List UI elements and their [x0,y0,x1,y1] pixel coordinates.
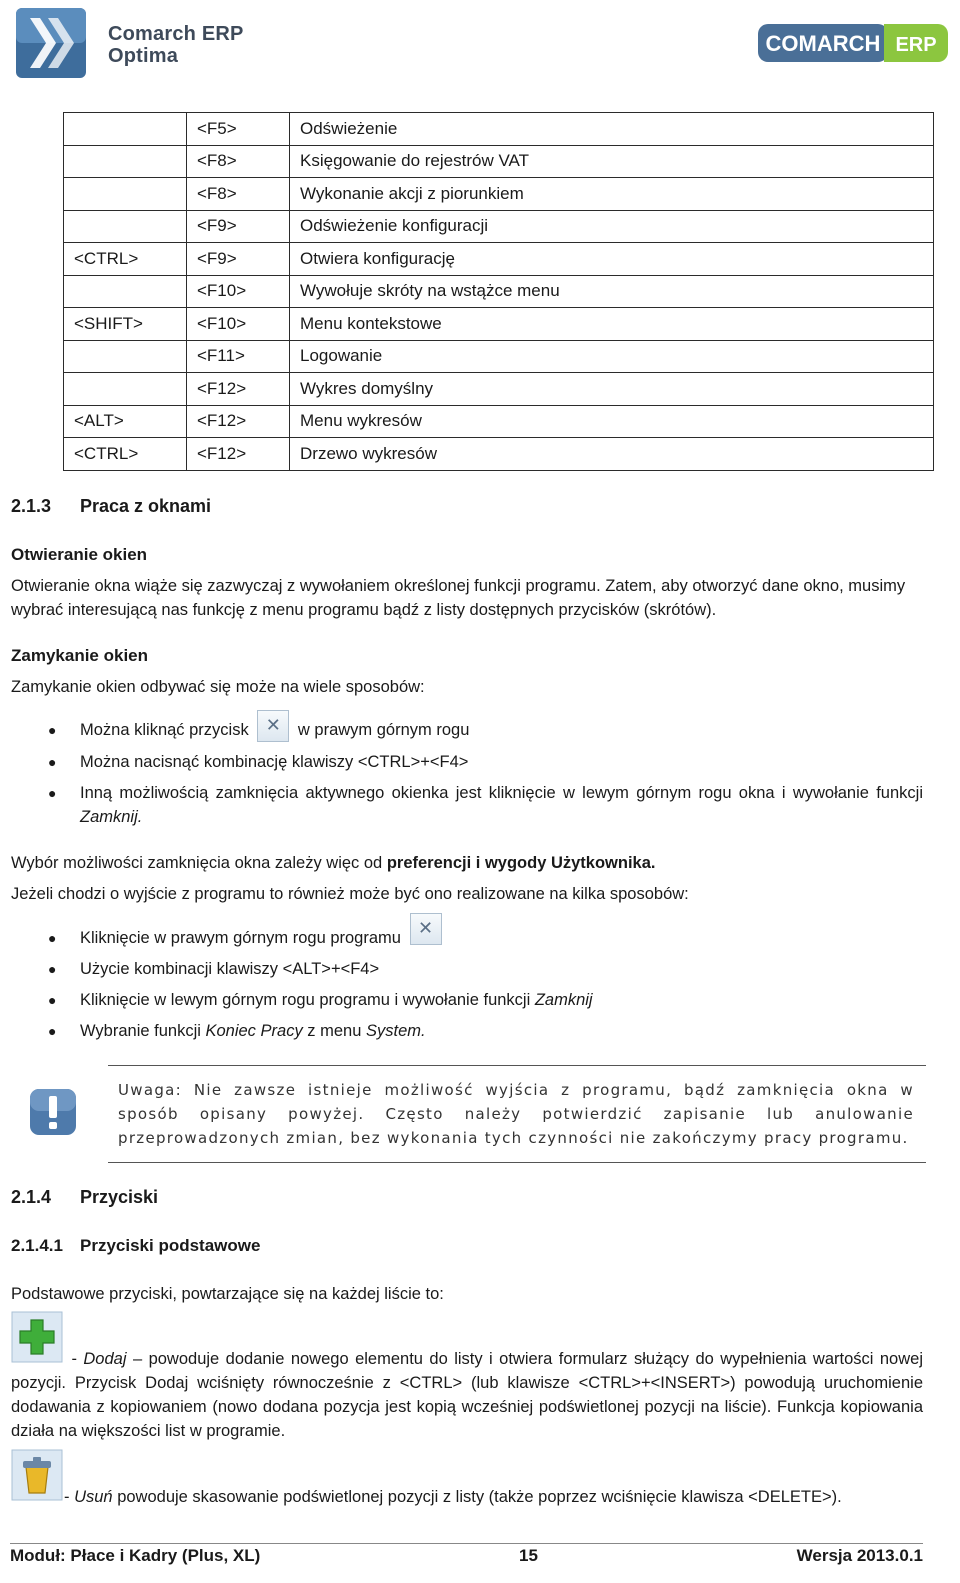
brand-line-2: Optima [108,45,179,67]
list-item-emphasis: System. [365,1022,426,1040]
comarch-optima-logo-icon [16,8,86,78]
section-title: Przyciski podstawowe [80,1236,261,1255]
shortcut-modifier: <SHIFT> [64,308,187,341]
warning-icon [28,1087,78,1137]
bullet-icon: ● [48,722,57,738]
shortcut-description: Logowanie [290,340,934,373]
shortcut-modifier [64,113,187,146]
delete-label: Usuń [74,1488,113,1506]
table-row [64,405,934,438]
list-item-text: Można kliknąć przycisk [80,721,249,739]
shortcut-modifier [64,145,187,178]
section-title: Przyciski [80,1187,159,1207]
shortcut-modifier [64,275,187,308]
shortcut-key: <F9> [187,243,290,276]
list-item-emphasis: Koniec Pracy [205,1022,303,1040]
table-row [64,113,934,146]
exit-intro: Jeżeli chodzi o wyjście z programu to również może być ono realizowane na kilka sposobów: [11,885,689,903]
list-item-emphasis: Zamknij. [80,808,143,826]
preference-text [11,851,656,875]
footer-page-number: 15 [519,1546,538,1565]
bullet-icon: ● [48,785,57,801]
footer-divider [10,1543,923,1544]
preference-text-plain: Wybór możliwości zamknięcia okna zależy więc od [11,854,387,872]
section-title: Praca z oknami [80,496,212,516]
table-row [64,210,934,243]
shortcut-description: Drzewo wykresów [290,438,934,471]
shortcut-description: Menu kontekstowe [290,308,934,341]
list-item-text: z menu [302,1022,366,1040]
list-item-text: w prawym górnym rogu [297,721,470,739]
shortcut-modifier [64,373,187,406]
opening-heading: Otwieranie okien [11,545,148,564]
shortcut-key: <F12> [187,405,290,438]
table-row [64,243,934,276]
list-item-emphasis: Zamknij [534,991,593,1009]
logo-text-comarch: COMARCH [765,31,881,56]
list-item-text: Inną możliwością zamknięcia aktywnego okienka jest kliknięcie w lewym górnym rogu okna i wywołanie funkcji [80,784,923,802]
list-item [48,750,926,774]
preference-text-bold: preferencji i wygody Użytkownika. [386,854,656,872]
bullet-icon: ● [48,930,57,946]
shortcut-key: <F10> [187,275,290,308]
shortcut-description: Odświeżenie konfiguracji [290,210,934,243]
table-row [64,275,934,308]
close-program-icon: ✕ [410,913,442,945]
list-item [48,1019,926,1043]
add-label: Dodaj [83,1350,127,1368]
table-row [64,438,934,471]
dash: - [65,1350,84,1368]
list-item [48,957,926,981]
list-item [48,988,926,1012]
bullet-icon: ● [48,992,57,1008]
shortcut-key: <F5> [187,113,290,146]
section-heading-2-1-4-1 [11,1236,260,1256]
list-item-text: Użycie kombinacji klawiszy <ALT>+<F4> [80,960,380,978]
list-item-text: Wybranie funkcji [80,1022,206,1040]
shortcut-modifier [64,178,187,211]
table-row [64,340,934,373]
close-window-icon: ✕ [257,710,289,742]
page-footer [10,1546,923,1566]
table-row [64,145,934,178]
add-button-description [11,1347,923,1443]
table-row [64,178,934,211]
delete-button-description [64,1485,842,1509]
shortcut-key: <F8> [187,145,290,178]
list-item-text: Można nacisnąć kombinację klawiszy <CTRL>+<F4> [80,753,469,771]
table-row [64,373,934,406]
dash: - [64,1488,75,1506]
comarch-erp-logo-icon [758,24,948,62]
shortcut-description: Otwiera konfigurację [290,243,934,276]
shortcut-key: <F11> [187,340,290,373]
header-left [16,8,244,78]
shortcut-key: <F10> [187,308,290,341]
shortcut-description: Wykres domyślny [290,373,934,406]
shortcut-key: <F12> [187,373,290,406]
delete-icon [11,1449,63,1501]
delete-text: powoduje skasowanie podświetlonej pozycji z listy (także poprzez wciśnięcie klawisza <DELETE>). [112,1488,842,1506]
shortcut-key: <F9> [187,210,290,243]
shortcut-description: Wykonanie akcji z piorunkiem [290,178,934,211]
bullet-icon: ● [48,754,57,770]
shortcut-key: <F8> [187,178,290,211]
shortcut-modifier [64,210,187,243]
shortcut-modifier [64,340,187,373]
shortcut-description: Menu wykresów [290,405,934,438]
bullet-icon: ● [48,1023,57,1039]
table-row [64,308,934,341]
list-item [48,714,926,742]
closing-intro: Zamykanie okien odbywać się może na wiele sposobów: [11,678,425,696]
footer-module: Moduł: Płace i Kadry (Plus, XL) [10,1546,261,1565]
shortcut-modifier: <CTRL> [64,438,187,471]
section-heading-2-1-4 [11,1187,158,1208]
list-item [48,917,926,950]
bullet-icon: ● [48,961,57,977]
opening-text: Otwieranie okna wiąże się zazwyczaj z wywołaniem określonej funkcji programu. Zatem, aby otworzyć dane okno, musimy wybrać interesującą nas funkcję z menu programu bądź z listy dostępnych przycisków (skrótów). [11,577,906,619]
closing-heading: Zamykanie okien [11,646,149,665]
list-item-text: Kliknięcie w prawym górnym rogu programu [80,929,401,947]
section-number: 2.1.4.1 [11,1236,63,1255]
brand-name [108,23,244,67]
shortcut-description: Odświeżenie [290,113,934,146]
list-item [48,781,923,829]
shortcut-description: Księgowanie do rejestrów VAT [290,145,934,178]
shortcut-modifier: <ALT> [64,405,187,438]
shortcut-key: <F12> [187,438,290,471]
section-heading-2-1-3 [11,496,211,517]
note-text: Uwaga: Nie zawsze istnieje możliwość wyjścia z programu, bądź zamknięcia okna w sposób opisany powyżej. Często należy potwierdzić zapisanie lub anulowanie przeprowadzonych zmian, bez wykonania tych czynności nie zakończymy pracy programu. [118,1081,914,1147]
add-text: – powoduje dodanie nowego elementu do listy i otwiera formularz służący do wypełnienia wartości nowej pozycji. Przycisk Dodaj wciśnięty równocześnie z <CTRL> (lub klawisze <CTRL>+<INSERT>) powodują uruchomienie dodawania z kopiowaniem (nowo dodana pozycja jest kopią wcześniej podświetlonej pozycji na liście). Funkcja kopiowania działa na większości list w programie. [11,1350,923,1440]
brand-line-1: Comarch ERP [108,23,244,45]
shortcut-table [63,112,934,471]
buttons-intro: Podstawowe przyciski, powtarzające się na każdej liście to: [11,1285,444,1303]
comarch-erp-logo [758,24,948,67]
section-number: 2.1.4 [11,1187,52,1207]
section-number: 2.1.3 [11,496,52,516]
shortcut-description: Wywołuje skróty na wstążce menu [290,275,934,308]
logo-text-erp: ERP [895,34,937,56]
shortcut-modifier: <CTRL> [64,243,187,276]
list-item-text: Kliknięcie w lewym górnym rogu programu i wywołanie funkcji [80,991,535,1009]
footer-version: Wersja 2013.0.1 [796,1546,923,1565]
